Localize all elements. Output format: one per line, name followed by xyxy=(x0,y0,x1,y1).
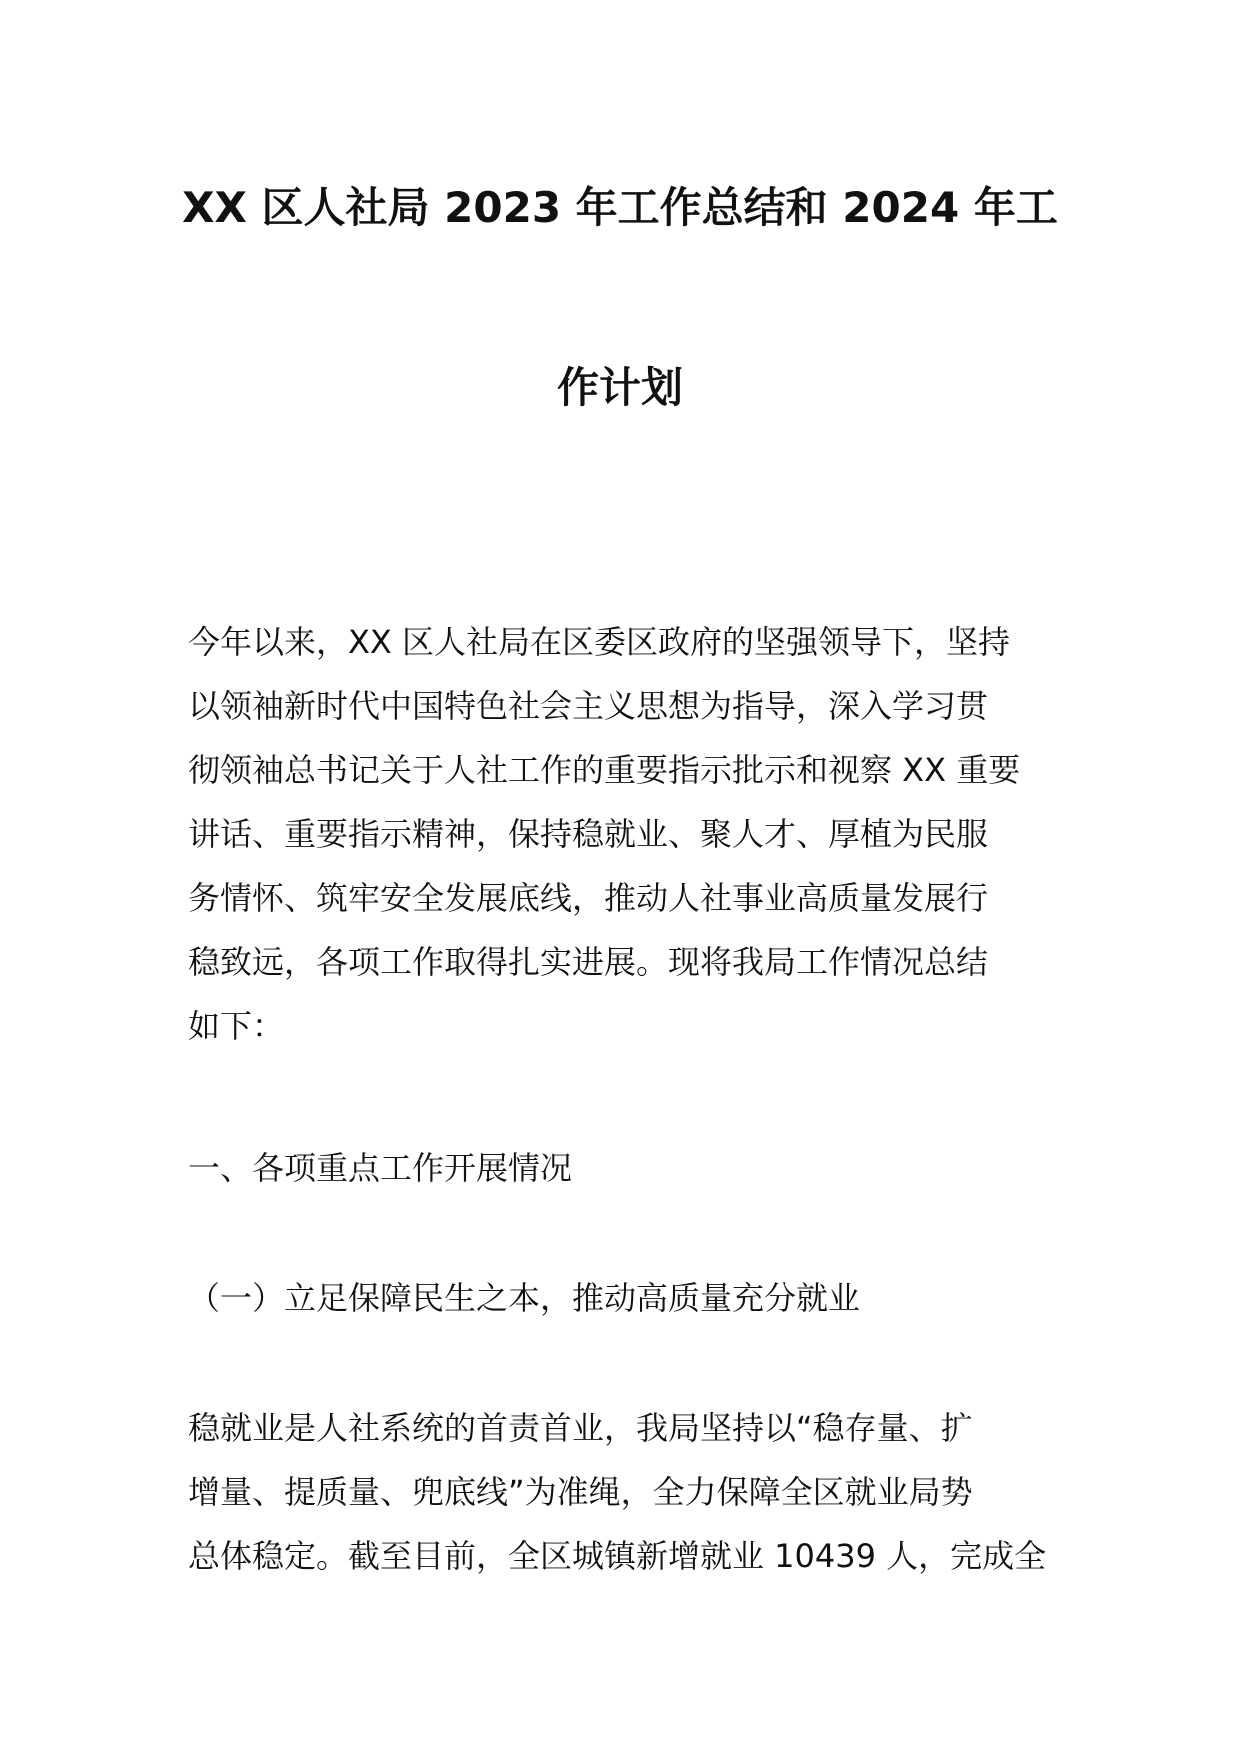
intro-line: 务情怀、筑牢安全发展底线，推动人社事业高质量发展行 xyxy=(188,879,989,917)
document-title-line-2: 作计划 xyxy=(556,363,683,412)
intro-line: 讲话、重要指示精神，保持稳就业、聚人才、厚植为民服 xyxy=(188,815,989,853)
employment-line: 稳就业是人社系统的首责首业，我局坚持以“稳存量、扩 xyxy=(188,1409,973,1447)
employment-line: 总体稳定。截至目前，全区城镇新增就业 10439 人，完成全 xyxy=(188,1537,1047,1575)
intro-line: 彻领袖总书记关于人社工作的重要指示批示和视察 XX 重要 xyxy=(188,751,1021,789)
intro-line: 今年以来，XX 区人社局在区委区政府的坚强领导下，坚持 xyxy=(188,623,1011,661)
intro-paragraph xyxy=(188,610,1068,1058)
employment-paragraph xyxy=(188,1396,1068,1588)
document-title-line-1: XX 区人社局 2023 年工作总结和 2024 年工 xyxy=(182,183,1058,232)
intro-line: 以领袖新时代中国特色社会主义思想为指导，深入学习贯 xyxy=(188,687,989,725)
section-heading: 一、各项重点工作开展情况 xyxy=(188,1149,573,1187)
intro-line: 如下： xyxy=(188,1007,285,1045)
subsection-heading: （一）立足保障民生之本，推动高质量充分就业 xyxy=(188,1279,861,1317)
employment-line: 增量、提质量、兜底线”为准绳，全力保障全区就业局势 xyxy=(188,1473,973,1511)
intro-line: 稳致远，各项工作取得扎实进展。现将我局工作情况总结 xyxy=(188,943,989,981)
